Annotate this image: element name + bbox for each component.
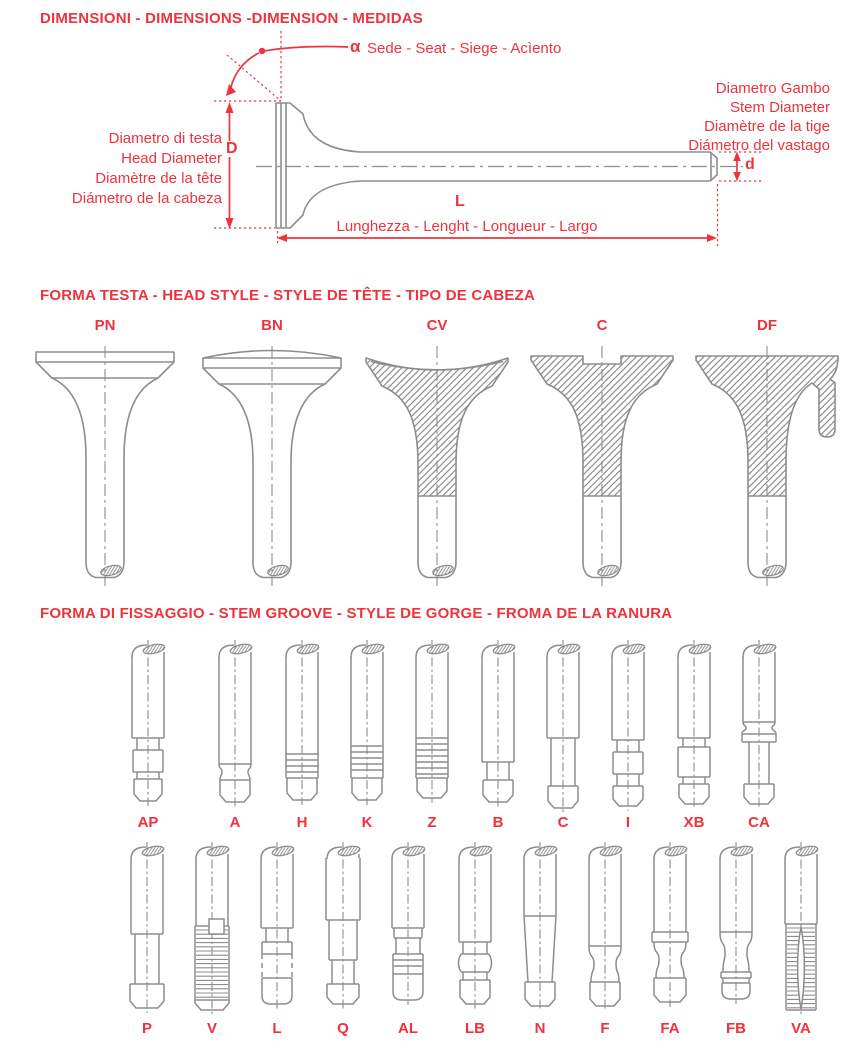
stem-figure-n — [524, 842, 558, 1011]
groove-code-i: I — [625, 814, 631, 831]
stem-figure-c — [547, 640, 581, 813]
stem-figure-ap — [132, 640, 166, 806]
head-diameter-label — [72, 129, 222, 209]
alpha-letter: α — [350, 37, 361, 56]
head-figure-pn — [22, 344, 188, 590]
groove-code-xb: XB — [683, 814, 705, 831]
groove-code-h: H — [296, 814, 308, 831]
stem-figure-va — [785, 842, 819, 1015]
seat-label: Sede - Seat - Siege - Acìento — [367, 40, 562, 57]
head-diameter-line-en: Head Diameter — [121, 150, 222, 167]
head-diameter-line-es: Diámetro de la cabeza — [71, 190, 222, 207]
stem-figure-al — [392, 842, 426, 1005]
stem-figure-a — [219, 640, 253, 807]
dimension-arrows — [230, 47, 738, 239]
head-diameter-line-it: Diametro di testa — [108, 130, 222, 147]
groove-code-lb: LB — [465, 1020, 485, 1037]
groove-code-p: P — [141, 1020, 152, 1037]
stem-figure-h — [286, 640, 320, 805]
stem-figure-z — [416, 640, 450, 803]
groove-code-al: AL — [398, 1020, 418, 1037]
stem-figure-q — [326, 842, 361, 1009]
stem-figure-p — [130, 842, 165, 1013]
stem-grooves-drawing — [0, 640, 860, 1051]
groove-code-va: VA — [791, 1020, 811, 1037]
groove-code-ap: AP — [137, 814, 159, 831]
dimensions-title: DIMENSIONI - DIMENSIONS -DIMENSION - MEDIDAS — [40, 10, 423, 27]
stem-figure-v — [195, 842, 230, 1015]
stem-diameter-label — [688, 79, 830, 155]
head-figure-cv — [354, 344, 520, 590]
head-style-code-c: C — [596, 317, 608, 334]
length-label: Lunghezza - Lenght - Longueur - Largo — [336, 218, 598, 235]
groove-code-fa: FA — [660, 1020, 680, 1037]
groove-code-b: B — [492, 814, 504, 831]
head-figure-c — [519, 344, 685, 590]
stem-figure-lb — [459, 842, 493, 1009]
head-style-code-bn: BN — [261, 317, 283, 334]
head-style-code-cv: CV — [426, 317, 448, 334]
head-figure-df — [684, 344, 850, 590]
groove-code-v: V — [206, 1020, 217, 1037]
stem-figure-f — [589, 842, 623, 1011]
head-styles-title: FORMA TESTA - HEAD STYLE - STYLE DE TÊTE - TIPO DE CABEZA — [40, 287, 536, 304]
groove-code-c: C — [557, 814, 569, 831]
stem-diameter-line-es: Diámetro del vastago — [688, 137, 830, 154]
stem-figure-xb — [678, 640, 712, 809]
stem-grooves-title: FORMA DI FISSAGGIO - STEM GROOVE - STYLE DE GORGE - FROMA DE LA RANURA — [40, 605, 673, 622]
stem-figure-i — [612, 640, 646, 811]
stem-figure-b — [482, 640, 516, 807]
stem-diameter-line-it: Diametro Gambo — [715, 80, 830, 97]
groove-code-a: A — [229, 814, 241, 831]
stem-diameter-line-en: Stem Diameter — [729, 99, 830, 116]
groove-code-f: F — [600, 1020, 610, 1037]
head-diameter-line-fr: Diamètre de la tête — [95, 170, 222, 187]
stem-figure-fa — [652, 842, 688, 1007]
groove-code-k: K — [361, 814, 373, 831]
dimension-extension-lines — [214, 31, 764, 246]
stem-figure-l — [261, 842, 295, 1009]
length-letter: L — [455, 193, 465, 210]
head-diameter-letter: D — [226, 140, 238, 157]
stem-figure-fb — [720, 842, 754, 1004]
head-style-code-df: DF — [757, 317, 777, 334]
head-figure-bn — [189, 344, 355, 590]
groove-code-l: L — [272, 1020, 282, 1037]
groove-code-fb: FB — [726, 1020, 746, 1037]
groove-code-z: Z — [427, 814, 437, 831]
stem-diameter-line-fr: Diamètre de la tige — [704, 118, 830, 135]
groove-code-n: N — [534, 1020, 546, 1037]
valve-outline — [276, 103, 717, 228]
groove-code-q: Q — [337, 1020, 349, 1037]
stem-figure-ca — [742, 640, 777, 809]
groove-code-ca: CA — [748, 814, 770, 831]
stem-diameter-letter: d — [745, 156, 755, 173]
head-style-code-pn: PN — [94, 317, 116, 334]
stem-figure-k — [351, 640, 385, 805]
